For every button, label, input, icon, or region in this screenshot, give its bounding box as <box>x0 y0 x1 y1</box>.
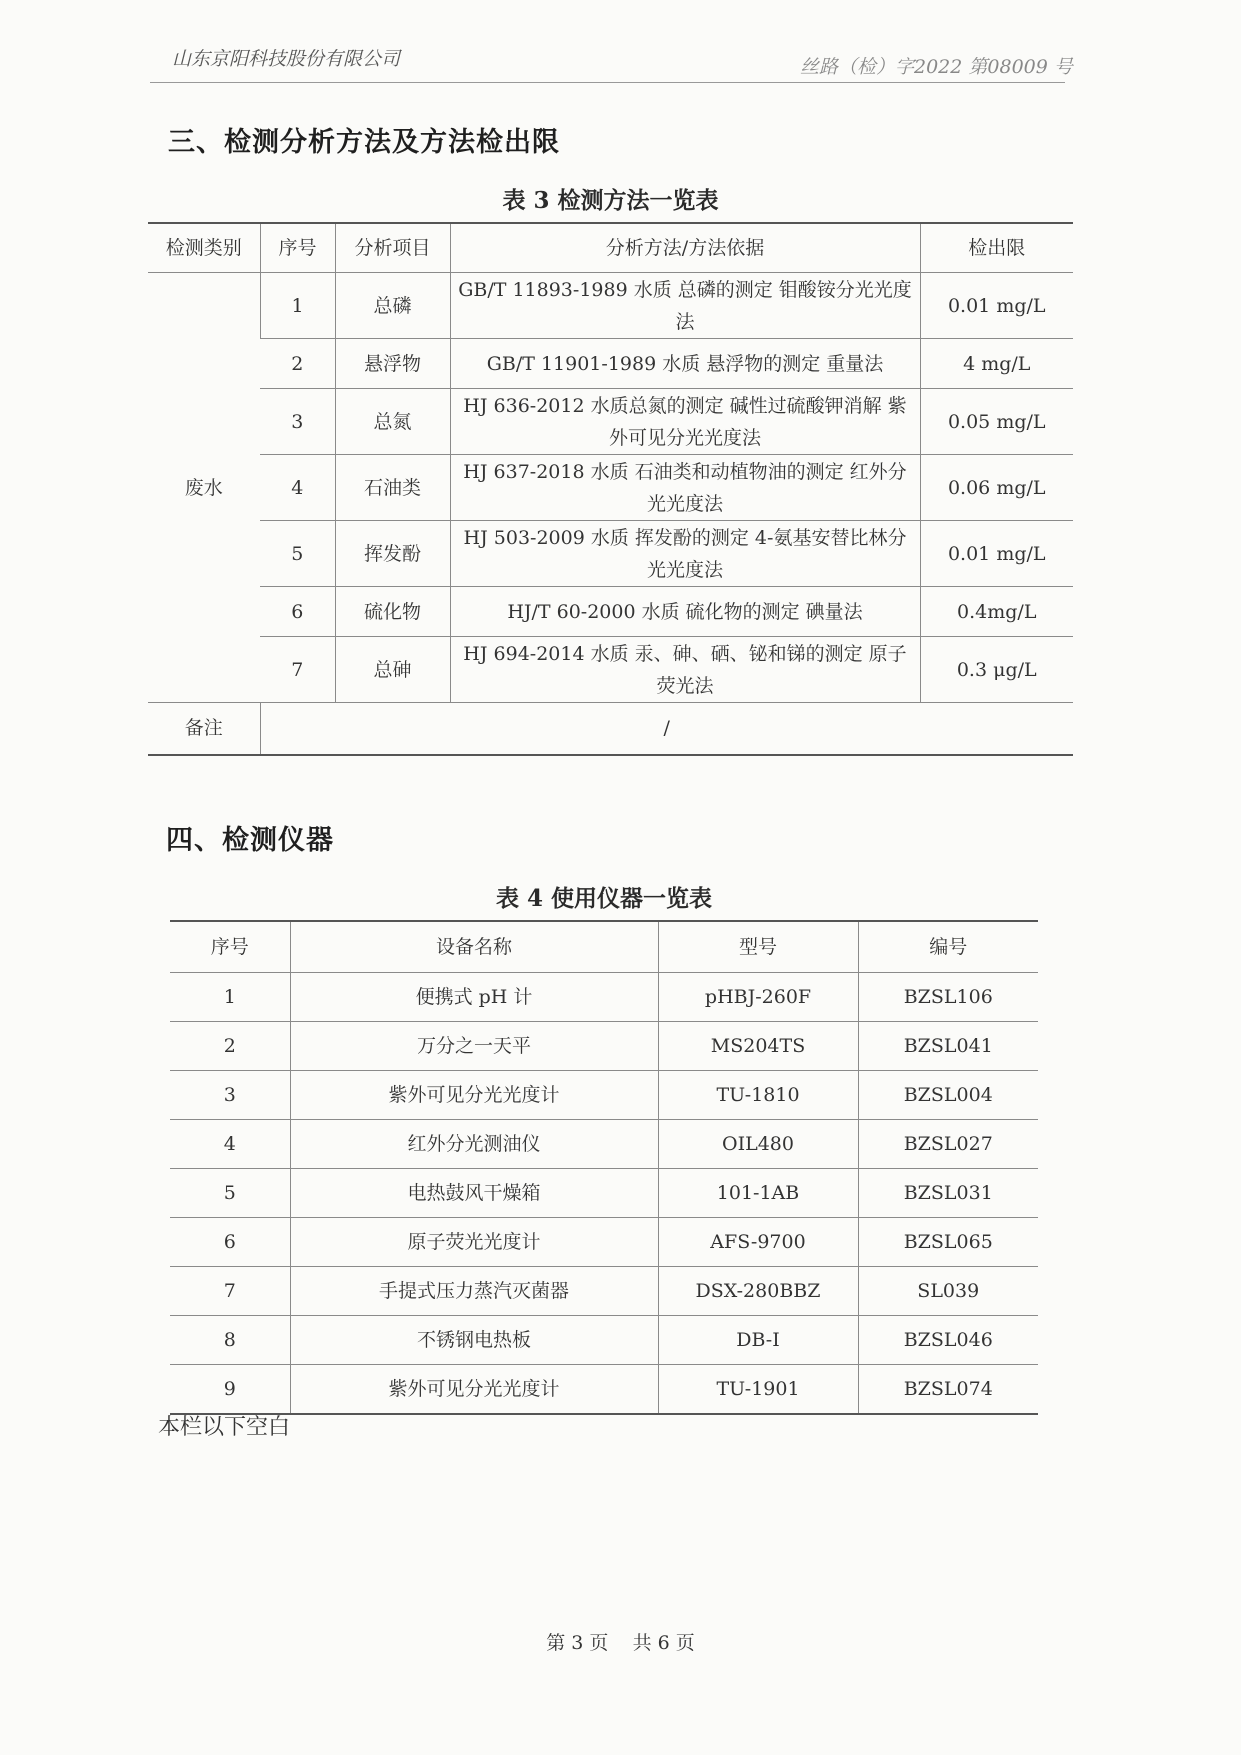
row-name: 手提式压力蒸汽灭菌器 <box>290 1267 658 1316</box>
col-model: 型号 <box>658 921 858 973</box>
row-model: pHBJ-260F <box>658 973 858 1022</box>
row-name: 紫外可见分光光度计 <box>290 1071 658 1120</box>
company-name: 山东京阳科技股份有限公司 <box>172 48 401 70</box>
row-no: 7 <box>260 637 335 703</box>
row-code: BZSL106 <box>858 973 1038 1022</box>
row-code: SL039 <box>858 1267 1038 1316</box>
row-no: 1 <box>170 973 290 1022</box>
row-limit: 0.05 mg/L <box>920 389 1073 455</box>
row-no: 6 <box>260 587 335 637</box>
row-model: OIL480 <box>658 1120 858 1169</box>
row-code: BZSL027 <box>858 1120 1038 1169</box>
row-name: 不锈钢电热板 <box>290 1316 658 1365</box>
row-name: 红外分光测油仪 <box>290 1120 658 1169</box>
col-no: 序号 <box>170 921 290 973</box>
row-code: BZSL004 <box>858 1071 1038 1120</box>
row-limit: 4 mg/L <box>920 339 1073 389</box>
table-row <box>148 637 1073 703</box>
remark-value: / <box>260 703 1073 755</box>
table-row <box>148 521 1073 587</box>
section3-title: 三、检测分析方法及方法检出限 <box>168 127 560 158</box>
row-item: 总氮 <box>335 389 450 455</box>
row-method: HJ 503-2009 水质 挥发酚的测定 4-氨基安替比林分光光度法 <box>450 521 920 587</box>
row-no: 8 <box>170 1316 290 1365</box>
table-row <box>148 389 1073 455</box>
table-row <box>170 1267 1038 1316</box>
row-name: 紫外可见分光光度计 <box>290 1365 658 1415</box>
table-row <box>170 1071 1038 1120</box>
page-number: 第 3 页 共 6 页 <box>546 1632 695 1654</box>
col-device-name: 设备名称 <box>290 921 658 973</box>
row-no: 1 <box>260 273 335 339</box>
row-item: 硫化物 <box>335 587 450 637</box>
row-name: 万分之一天平 <box>290 1022 658 1071</box>
col-limit: 检出限 <box>920 223 1073 273</box>
col-code: 编号 <box>858 921 1038 973</box>
table4-caption: 表 4 使用仪器一览表 <box>495 885 713 912</box>
row-limit: 0.06 mg/L <box>920 455 1073 521</box>
row-name: 原子荧光光度计 <box>290 1218 658 1267</box>
section4-title: 四、检测仪器 <box>166 825 334 856</box>
row-model: TU-1901 <box>658 1365 858 1415</box>
row-code: BZSL074 <box>858 1365 1038 1415</box>
row-limit: 0.01 mg/L <box>920 273 1073 339</box>
row-item: 总磷 <box>335 273 450 339</box>
row-method: HJ 694-2014 水质 汞、砷、硒、铋和锑的测定 原子荧光法 <box>450 637 920 703</box>
remark-label: 备注 <box>148 703 260 755</box>
blank-below-note: 本栏以下空白 <box>158 1415 291 1440</box>
row-name: 电热鼓风干燥箱 <box>290 1169 658 1218</box>
row-no: 4 <box>170 1120 290 1169</box>
table-row <box>148 273 1073 339</box>
col-no: 序号 <box>260 223 335 273</box>
category-cell: 废水 <box>148 273 260 703</box>
row-no: 3 <box>170 1071 290 1120</box>
table-row <box>148 587 1073 637</box>
row-method: GB/T 11901-1989 水质 悬浮物的测定 重量法 <box>450 339 920 389</box>
table-row <box>170 1316 1038 1365</box>
row-model: DSX-280BBZ <box>658 1267 858 1316</box>
row-no: 4 <box>260 455 335 521</box>
row-item: 挥发酚 <box>335 521 450 587</box>
row-name: 便携式 pH 计 <box>290 973 658 1022</box>
table-row <box>148 455 1073 521</box>
table-row <box>170 1218 1038 1267</box>
row-no: 5 <box>260 521 335 587</box>
table-row <box>170 1022 1038 1071</box>
row-model: DB-I <box>658 1316 858 1365</box>
row-limit: 0.4mg/L <box>920 587 1073 637</box>
row-method: HJ/T 60-2000 水质 硫化物的测定 碘量法 <box>450 587 920 637</box>
table-row <box>170 1169 1038 1218</box>
table3-header-row <box>148 223 1073 273</box>
table3-caption: 表 3 检测方法一览表 <box>502 187 719 214</box>
row-code: BZSL065 <box>858 1218 1038 1267</box>
col-category: 检测类别 <box>148 223 260 273</box>
row-code: BZSL046 <box>858 1316 1038 1365</box>
row-method: HJ 637-2018 水质 石油类和动植物油的测定 红外分光光度法 <box>450 455 920 521</box>
row-method: GB/T 11893-1989 水质 总磷的测定 钼酸铵分光光度法 <box>450 273 920 339</box>
col-item: 分析项目 <box>335 223 450 273</box>
row-no: 5 <box>170 1169 290 1218</box>
row-no: 7 <box>170 1267 290 1316</box>
table-row <box>170 973 1038 1022</box>
row-item: 总砷 <box>335 637 450 703</box>
row-no: 2 <box>170 1022 290 1071</box>
table-row <box>148 339 1073 389</box>
remark-row <box>148 703 1073 755</box>
row-no: 9 <box>170 1365 290 1415</box>
row-item: 石油类 <box>335 455 450 521</box>
table-row <box>170 1365 1038 1415</box>
row-limit: 0.3 μg/L <box>920 637 1073 703</box>
report-number: 丝路（检）字2022 第08009 号 <box>800 56 1073 78</box>
row-model: 101-1AB <box>658 1169 858 1218</box>
col-method: 分析方法/方法依据 <box>450 223 920 273</box>
row-code: BZSL031 <box>858 1169 1038 1218</box>
row-limit: 0.01 mg/L <box>920 521 1073 587</box>
table4-header-row <box>170 921 1038 973</box>
row-model: AFS-9700 <box>658 1218 858 1267</box>
row-code: BZSL041 <box>858 1022 1038 1071</box>
detection-method-table <box>148 222 1073 756</box>
row-method: HJ 636-2012 水质总氮的测定 碱性过硫酸钾消解 紫外可见分光光度法 <box>450 389 920 455</box>
instrument-table <box>170 920 1038 1415</box>
row-model: TU-1810 <box>658 1071 858 1120</box>
table-row <box>170 1120 1038 1169</box>
row-no: 3 <box>260 389 335 455</box>
row-no: 2 <box>260 339 335 389</box>
row-no: 6 <box>170 1218 290 1267</box>
header-divider <box>150 82 1065 83</box>
row-model: MS204TS <box>658 1022 858 1071</box>
row-item: 悬浮物 <box>335 339 450 389</box>
